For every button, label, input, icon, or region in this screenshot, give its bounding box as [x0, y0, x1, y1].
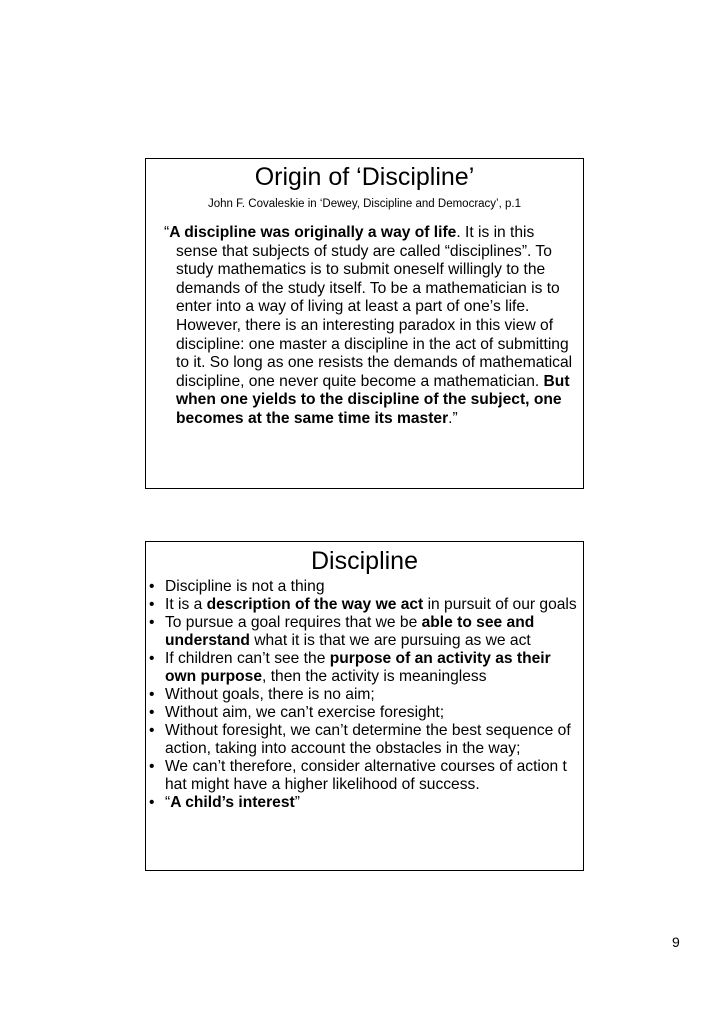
slide-origin-of-discipline: [145, 158, 584, 489]
bullet-icon: •: [149, 614, 155, 631]
quote-open-mark: “: [164, 224, 170, 241]
item-text: Without foresight, we can’t determine the best sequence of action, taking into account the obstacles in the way;: [165, 722, 571, 757]
item-text-bold: able to see and understand: [165, 614, 535, 649]
item-text-post: what it is that we are pursuing as we act: [249, 632, 531, 649]
quote-body: . It is in this sense that subjects of study are called “disciplines”. To study mathematics is to submit oneself willingly to the demands of the study itself. To be a mathematician is to enter into a way of living at least a part of one’s life. However, there is an interesting paradox in this view of discipline: one master a discipline in the act of submitting to it. So long as one resists the demands of mathematical discipline, one never quite become a mathematician.: [176, 224, 573, 390]
list-item: [146, 650, 583, 686]
list-item: [146, 686, 583, 704]
bullet-icon: •: [149, 794, 155, 811]
item-text: Without aim, we can’t exercise foresight;: [165, 704, 445, 721]
item-text-post: ”: [294, 794, 300, 811]
bullet-list: [146, 578, 583, 812]
list-item: [146, 578, 583, 596]
quote-block: [164, 224, 579, 429]
page-number: 9: [672, 934, 680, 950]
item-text-bold: A child’s interest: [170, 794, 295, 811]
item-text-post: , then the activity is meaningless: [262, 668, 487, 685]
citation: John F. Covaleskie in ‘Dewey, Discipline and Democracy’, p.1: [208, 198, 521, 210]
list-item: [146, 794, 583, 812]
quote-bold-conclusion: But when one yields to the discipline of the subject, one becomes at the same time its master: [176, 372, 570, 427]
list-item: [146, 722, 583, 758]
list-item: [146, 596, 583, 614]
item-text-post: in pursuit of our goals: [423, 596, 577, 613]
bullet-icon: •: [149, 704, 155, 721]
quote-paragraph: [164, 224, 579, 429]
quote-close-mark: .”: [448, 409, 458, 427]
bullet-icon: •: [149, 596, 155, 613]
list-item: [146, 758, 583, 794]
item-text-pre: It is a: [165, 596, 207, 613]
bullet-icon: •: [149, 578, 155, 595]
slide-title: Origin of ‘Discipline’: [254, 163, 475, 191]
item-text-pre: To pursue a goal requires that we be: [165, 614, 422, 631]
list-item: [146, 614, 583, 650]
bullet-icon: •: [149, 758, 155, 775]
slide-discipline: [145, 541, 584, 871]
item-text: We can’t therefore, consider alternative courses of action t hat might have a higher likelihood of success.: [165, 758, 567, 793]
item-text-pre: “: [165, 794, 171, 811]
item-text: Without goals, there is no aim;: [165, 686, 375, 703]
item-text-bold: purpose of an activity as their own purpose: [165, 650, 551, 685]
item-text-bold: description of the way we act: [206, 596, 424, 613]
list-item: [146, 704, 583, 722]
slide-title: Discipline: [311, 547, 418, 575]
bullet-icon: •: [149, 650, 155, 667]
item-text-pre: If children can’t see the: [165, 650, 330, 667]
bullet-icon: •: [149, 722, 155, 739]
bullet-icon: •: [149, 686, 155, 703]
quote-bold-lead: A discipline was originally a way of life: [169, 224, 457, 241]
item-text: Discipline is not a thing: [165, 578, 325, 595]
